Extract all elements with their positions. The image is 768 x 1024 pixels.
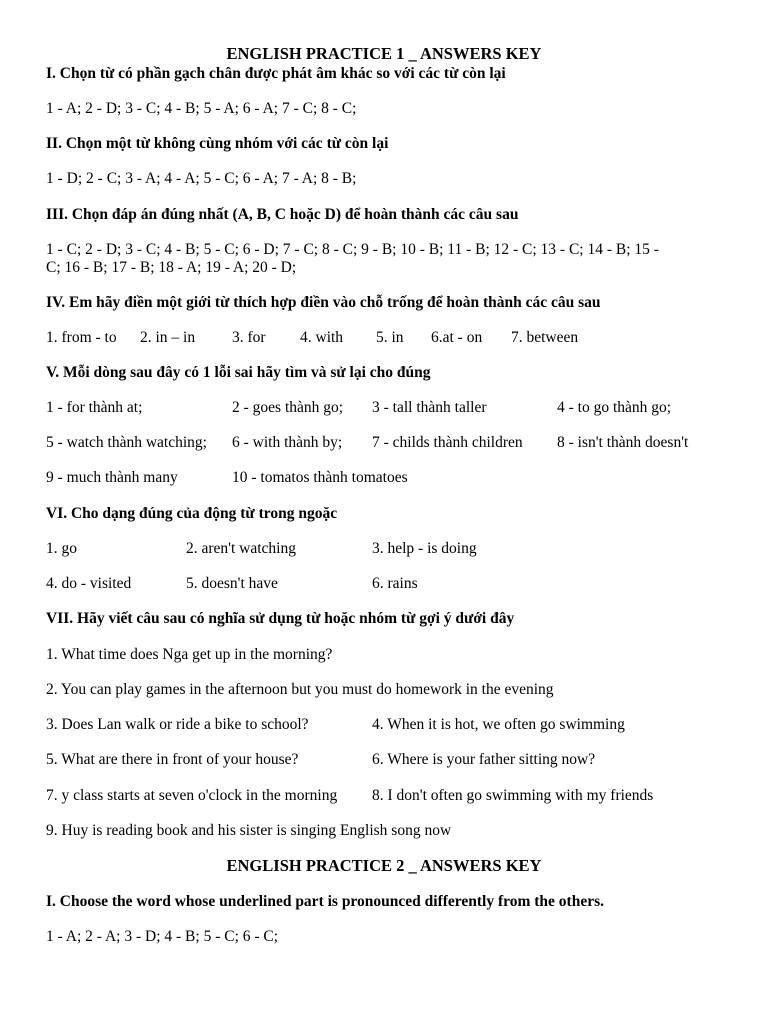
section-7-item: 4. When it is hot, we often go swimming	[372, 716, 625, 733]
section-5-item: 4 - to go thành go;	[557, 399, 672, 416]
section-5-item: 7 - childs thành children	[372, 434, 523, 451]
section-7-item: 5. What are there in front of your house?	[46, 751, 299, 768]
section-4-item: 2. in – in	[140, 329, 196, 346]
section-5-item: 9 - much thành many	[46, 469, 178, 486]
section-7-item: 1. What time does Nga get up in the morning?	[46, 646, 333, 663]
section-6-item: 6. rains	[372, 575, 418, 592]
practice-1-title: ENGLISH PRACTICE 1 _ ANSWERS KEY	[226, 44, 542, 63]
section-5-item: 8 - isn't thành doesn't	[557, 434, 689, 451]
section-4-item: 6.at - on	[431, 329, 483, 346]
section-4-item: 5. in	[376, 329, 404, 346]
section-6-item: 2. aren't watching	[186, 540, 296, 557]
section-7-item: 2. You can play games in the afternoon but you must do homework in the evening	[46, 681, 554, 698]
section-5-item: 1 - for thành at;	[46, 399, 143, 416]
section-4-item: 7. between	[511, 329, 579, 346]
section-4-item: 1. from - to	[46, 329, 117, 346]
section-7-item: 6. Where is your father sitting now?	[372, 751, 596, 768]
section-7-item: 7. y class starts at seven o'clock in the morning	[46, 787, 338, 804]
section-1-answers: 1 - A; 2 - D; 3 - C; 4 - B; 5 - A; 6 - A; 7 - C; 8 - C;	[46, 100, 357, 117]
section-6-item: 3. help - is doing	[372, 540, 477, 557]
section-3-heading: III. Chọn đáp án đúng nhất (A, B, C hoặc D) để hoàn thành các câu sau	[46, 206, 519, 223]
section-4-item: 3. for	[232, 329, 266, 346]
section-7-heading: VII. Hãy viết câu sau có nghĩa sử dụng từ hoặc nhóm từ gợi ý dưới đây	[46, 610, 515, 627]
section-2-answers: 1 - D; 2 - C; 3 - A; 4 - A; 5 - C; 6 - A; 7 - A; 8 - B;	[46, 170, 357, 187]
section-7-item: 3. Does Lan walk or ride a bike to school?	[46, 716, 309, 733]
practice-2-section-1-heading: I. Choose the word whose underlined part is pronounced differently from the others.	[46, 893, 605, 910]
section-6-item: 1. go	[46, 540, 77, 557]
section-5-item: 6 - with thành by;	[232, 434, 343, 451]
section-3-answers-line2: C; 16 - B; 17 - B; 18 - A; 19 - A; 20 - D;	[46, 259, 297, 276]
practice-2-section-1-answers: 1 - A; 2 - A; 3 - D; 4 - B; 5 - C; 6 - C;	[46, 928, 279, 945]
section-5-item: 5 - watch thành watching;	[46, 434, 207, 451]
section-2-heading: II. Chọn một từ không cùng nhóm với các từ còn lại	[46, 135, 389, 152]
section-7-item: 8. I don't often go swimming with my friends	[372, 787, 654, 804]
section-5-item: 3 - tall thành taller	[372, 399, 487, 416]
section-5-heading: V. Mỗi dòng sau đây có 1 lỗi sai hãy tìm và sử lại cho đúng	[46, 364, 431, 381]
practice-2-title: ENGLISH PRACTICE 2 _ ANSWERS KEY	[226, 856, 542, 875]
section-6-heading: VI. Cho dạng đúng của động từ trong ngoặc	[46, 505, 338, 522]
section-4-item: 4. with	[300, 329, 344, 346]
section-5-item: 2 - goes thành go;	[232, 399, 344, 416]
section-5-item: 10 - tomatos thành tomatoes	[232, 469, 408, 486]
section-4-heading: IV. Em hãy điền một giới từ thích hợp điền vào chỗ trống để hoàn thành các câu sau	[46, 294, 601, 311]
section-6-item: 4. do - visited	[46, 575, 132, 592]
section-3-answers-line1: 1 - C; 2 - D; 3 - C; 4 - B; 5 - C; 6 - D; 7 - C; 8 - C; 9 - B; 10 - B; 11 - B; 12 - C; 13 - C; 14 - B; 15 -	[46, 241, 659, 258]
section-7-item: 9. Huy is reading book and his sister is singing English song now	[46, 822, 452, 839]
section-6-item: 5. doesn't have	[186, 575, 278, 592]
section-1-heading: I. Chọn từ có phần gạch chân được phát âm khác so với các từ còn lại	[46, 65, 506, 82]
